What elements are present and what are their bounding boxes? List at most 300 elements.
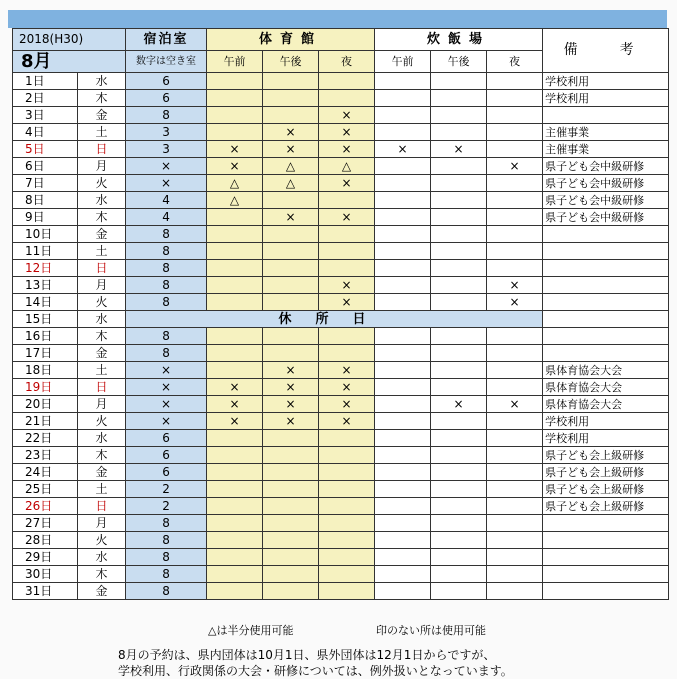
- table-row: [13, 226, 669, 243]
- gym-afternoon-cell: [263, 226, 319, 243]
- table-row: [13, 447, 669, 464]
- cook-afternoon-cell: [431, 447, 487, 464]
- note-cell: 主催事業: [543, 124, 669, 141]
- note-cell: 県子ども会中級研修: [543, 209, 669, 226]
- legend-triangle: △は半分使用可能: [208, 624, 294, 637]
- room-title: 宿泊室: [126, 29, 207, 51]
- notes-title: 備 考: [543, 29, 669, 73]
- cook-night-cell: [487, 175, 543, 192]
- note-cell: 主催事業: [543, 141, 669, 158]
- cook-morning-cell: [375, 413, 431, 430]
- room-availability-cell: 8: [126, 260, 207, 277]
- gym-afternoon-cell: △: [263, 158, 319, 175]
- table-row: [13, 362, 669, 379]
- top-color-bar: [8, 10, 667, 28]
- cook-afternoon-cell: [431, 583, 487, 600]
- day-cell: 30日: [13, 566, 78, 583]
- cook-night-cell: [487, 481, 543, 498]
- cook-afternoon-cell: [431, 226, 487, 243]
- table-row: [13, 311, 669, 328]
- day-cell: 21日: [13, 413, 78, 430]
- gym-morning-cell: [207, 583, 263, 600]
- cook-night-cell: [487, 243, 543, 260]
- room-availability-cell: ×: [126, 362, 207, 379]
- day-cell: 27日: [13, 515, 78, 532]
- day-cell: 25日: [13, 481, 78, 498]
- cook-night-cell: [487, 328, 543, 345]
- gym-morning-cell: [207, 464, 263, 481]
- gym-morning-cell: [207, 277, 263, 294]
- cook-night-cell: [487, 209, 543, 226]
- cook-morning-cell: [375, 549, 431, 566]
- cook-afternoon-cell: [431, 464, 487, 481]
- gym-night-cell: ×: [319, 124, 375, 141]
- gym-night-cell: [319, 447, 375, 464]
- table-row: [13, 192, 669, 209]
- schedule-table: [12, 28, 669, 600]
- month-label: 8月: [13, 51, 126, 73]
- cook-morning-cell: [375, 583, 431, 600]
- gym-night-cell: △: [319, 158, 375, 175]
- day-cell: 6日: [13, 158, 78, 175]
- cook-morning-cell: [375, 192, 431, 209]
- table-row: [13, 396, 669, 413]
- cook-night-cell: [487, 107, 543, 124]
- note-cell: [543, 107, 669, 124]
- table-row: [13, 532, 669, 549]
- cook-afternoon-cell: [431, 379, 487, 396]
- room-availability-cell: 8: [126, 107, 207, 124]
- day-cell: 18日: [13, 362, 78, 379]
- gym-afternoon-cell: [263, 464, 319, 481]
- cook-afternoon-cell: [431, 124, 487, 141]
- gym-night-cell: [319, 549, 375, 566]
- weekday-cell: 木: [78, 447, 126, 464]
- table-row: [13, 260, 669, 277]
- cook-night-cell: [487, 73, 543, 90]
- note-cell: 県子ども会中級研修: [543, 158, 669, 175]
- gym-afternoon-cell: [263, 243, 319, 260]
- gym-afternoon-cell: [263, 192, 319, 209]
- gym-night-cell: [319, 90, 375, 107]
- room-availability-cell: 8: [126, 243, 207, 260]
- table-row: [13, 209, 669, 226]
- table-row: [13, 549, 669, 566]
- note-cell: 県子ども会上級研修: [543, 481, 669, 498]
- gym-afternoon-cell: [263, 583, 319, 600]
- day-cell: 7日: [13, 175, 78, 192]
- year-label: 2018(H30): [13, 29, 126, 51]
- cook-night-cell: [487, 566, 543, 583]
- note-cell: 県体育協会大会: [543, 379, 669, 396]
- cook-night-cell: [487, 90, 543, 107]
- weekday-cell: 月: [78, 515, 126, 532]
- room-availability-cell: 8: [126, 532, 207, 549]
- cook-afternoon-cell: [431, 566, 487, 583]
- gym-morning-cell: [207, 226, 263, 243]
- day-cell: 23日: [13, 447, 78, 464]
- gym-morning-cell: ×: [207, 413, 263, 430]
- room-note: 数字は空き室: [126, 51, 207, 73]
- cook-slot-night: 夜: [487, 51, 543, 73]
- note-cell: [543, 328, 669, 345]
- gym-night-cell: ×: [319, 294, 375, 311]
- cook-afternoon-cell: [431, 158, 487, 175]
- footer-line-2: 学校利用、行政関係の大会・研修については、例外扱いとなっています。: [118, 664, 513, 678]
- table-row: [13, 413, 669, 430]
- cook-morning-cell: [375, 566, 431, 583]
- table-row: [13, 430, 669, 447]
- cook-morning-cell: [375, 447, 431, 464]
- cook-title: 炊飯場: [375, 29, 543, 51]
- weekday-cell: 日: [78, 141, 126, 158]
- gym-night-cell: [319, 566, 375, 583]
- cook-afternoon-cell: [431, 413, 487, 430]
- table-row: [13, 379, 669, 396]
- weekday-cell: 月: [78, 396, 126, 413]
- room-availability-cell: ×: [126, 158, 207, 175]
- cook-afternoon-cell: [431, 73, 487, 90]
- gym-morning-cell: [207, 90, 263, 107]
- gym-morning-cell: [207, 294, 263, 311]
- cook-night-cell: [487, 583, 543, 600]
- note-cell: [543, 566, 669, 583]
- cook-morning-cell: [375, 260, 431, 277]
- room-availability-cell: 6: [126, 464, 207, 481]
- gym-afternoon-cell: ×: [263, 124, 319, 141]
- gym-morning-cell: [207, 549, 263, 566]
- cook-morning-cell: [375, 243, 431, 260]
- table-row: [13, 141, 669, 158]
- weekday-cell: 土: [78, 481, 126, 498]
- cook-morning-cell: [375, 362, 431, 379]
- legend-blank: 印のない所は使用可能: [376, 624, 486, 637]
- day-cell: 19日: [13, 379, 78, 396]
- note-cell: [543, 583, 669, 600]
- table-row: [13, 277, 669, 294]
- room-availability-cell: 6: [126, 447, 207, 464]
- cook-night-cell: [487, 549, 543, 566]
- weekday-cell: 日: [78, 498, 126, 515]
- cook-afternoon-cell: [431, 481, 487, 498]
- table-row: [13, 566, 669, 583]
- gym-morning-cell: [207, 73, 263, 90]
- gym-night-cell: [319, 464, 375, 481]
- weekday-cell: 火: [78, 294, 126, 311]
- cook-afternoon-cell: [431, 277, 487, 294]
- day-cell: 22日: [13, 430, 78, 447]
- footer-line-1: 8月の予約は、県内団体は10月1日、県外団体は12月1日からですが、: [118, 648, 496, 662]
- gym-afternoon-cell: [263, 345, 319, 362]
- gym-afternoon-cell: [263, 90, 319, 107]
- weekday-cell: 水: [78, 549, 126, 566]
- note-cell: [543, 532, 669, 549]
- note-cell: [543, 277, 669, 294]
- gym-night-cell: [319, 498, 375, 515]
- gym-night-cell: [319, 192, 375, 209]
- table-row: [13, 328, 669, 345]
- room-availability-cell: ×: [126, 379, 207, 396]
- day-cell: 16日: [13, 328, 78, 345]
- gym-afternoon-cell: [263, 498, 319, 515]
- cook-morning-cell: [375, 107, 431, 124]
- gym-afternoon-cell: [263, 481, 319, 498]
- schedule-body: [13, 73, 669, 600]
- gym-night-cell: ×: [319, 277, 375, 294]
- weekday-cell: 月: [78, 277, 126, 294]
- day-cell: 5日: [13, 141, 78, 158]
- table-row: [13, 345, 669, 362]
- cook-morning-cell: [375, 209, 431, 226]
- cook-morning-cell: [375, 226, 431, 243]
- table-row: [13, 175, 669, 192]
- weekday-cell: 土: [78, 124, 126, 141]
- gym-night-cell: [319, 243, 375, 260]
- gym-afternoon-cell: [263, 566, 319, 583]
- gym-morning-cell: [207, 447, 263, 464]
- room-availability-cell: 8: [126, 277, 207, 294]
- note-cell: 県子ども会上級研修: [543, 498, 669, 515]
- weekday-cell: 金: [78, 583, 126, 600]
- gym-afternoon-cell: [263, 532, 319, 549]
- note-cell: [543, 294, 669, 311]
- room-availability-cell: 8: [126, 515, 207, 532]
- cook-night-cell: ×: [487, 396, 543, 413]
- gym-morning-cell: [207, 243, 263, 260]
- cook-night-cell: [487, 192, 543, 209]
- cook-night-cell: [487, 413, 543, 430]
- gym-morning-cell: ×: [207, 379, 263, 396]
- gym-morning-cell: ×: [207, 141, 263, 158]
- note-cell: [543, 549, 669, 566]
- room-availability-cell: 8: [126, 226, 207, 243]
- cook-afternoon-cell: [431, 515, 487, 532]
- weekday-cell: 土: [78, 362, 126, 379]
- day-cell: 2日: [13, 90, 78, 107]
- room-availability-cell: 2: [126, 481, 207, 498]
- room-availability-cell: 8: [126, 294, 207, 311]
- cook-night-cell: [487, 226, 543, 243]
- weekday-cell: 火: [78, 532, 126, 549]
- room-availability-cell: 3: [126, 124, 207, 141]
- gym-afternoon-cell: △: [263, 175, 319, 192]
- cook-morning-cell: [375, 396, 431, 413]
- note-cell: 県体育協会大会: [543, 362, 669, 379]
- gym-night-cell: ×: [319, 209, 375, 226]
- gym-afternoon-cell: ×: [263, 141, 319, 158]
- weekday-cell: 水: [78, 192, 126, 209]
- cook-morning-cell: [375, 532, 431, 549]
- cook-night-cell: ×: [487, 158, 543, 175]
- day-cell: 26日: [13, 498, 78, 515]
- table-row: [13, 124, 669, 141]
- room-availability-cell: 4: [126, 209, 207, 226]
- gym-morning-cell: [207, 481, 263, 498]
- gym-morning-cell: [207, 532, 263, 549]
- day-cell: 15日: [13, 311, 78, 328]
- table-row: [13, 498, 669, 515]
- gym-afternoon-cell: [263, 328, 319, 345]
- gym-afternoon-cell: ×: [263, 413, 319, 430]
- cook-afternoon-cell: [431, 345, 487, 362]
- room-availability-cell: ×: [126, 413, 207, 430]
- gym-night-cell: ×: [319, 413, 375, 430]
- day-cell: 8日: [13, 192, 78, 209]
- gym-morning-cell: △: [207, 192, 263, 209]
- cook-night-cell: [487, 260, 543, 277]
- cook-afternoon-cell: ×: [431, 141, 487, 158]
- gym-afternoon-cell: [263, 107, 319, 124]
- room-availability-cell: 6: [126, 430, 207, 447]
- cook-afternoon-cell: [431, 430, 487, 447]
- room-availability-cell: ×: [126, 396, 207, 413]
- weekday-cell: 水: [78, 73, 126, 90]
- gym-afternoon-cell: [263, 549, 319, 566]
- cook-night-cell: [487, 464, 543, 481]
- gym-morning-cell: [207, 260, 263, 277]
- note-cell: [543, 243, 669, 260]
- table-row: [13, 158, 669, 175]
- cook-afternoon-cell: [431, 209, 487, 226]
- note-cell: 県子ども会中級研修: [543, 192, 669, 209]
- cook-afternoon-cell: [431, 260, 487, 277]
- cook-morning-cell: [375, 124, 431, 141]
- gym-slot-afternoon: 午後: [263, 51, 319, 73]
- gym-slot-night: 夜: [319, 51, 375, 73]
- room-availability-cell: 3: [126, 141, 207, 158]
- cook-morning-cell: [375, 481, 431, 498]
- weekday-cell: 日: [78, 260, 126, 277]
- gym-morning-cell: [207, 107, 263, 124]
- gym-morning-cell: [207, 124, 263, 141]
- cook-night-cell: [487, 498, 543, 515]
- day-cell: 3日: [13, 107, 78, 124]
- cook-morning-cell: [375, 379, 431, 396]
- cook-afternoon-cell: [431, 175, 487, 192]
- day-cell: 13日: [13, 277, 78, 294]
- weekday-cell: 木: [78, 209, 126, 226]
- gym-morning-cell: ×: [207, 396, 263, 413]
- gym-night-cell: [319, 583, 375, 600]
- gym-night-cell: ×: [319, 141, 375, 158]
- gym-morning-cell: [207, 515, 263, 532]
- cook-morning-cell: ×: [375, 141, 431, 158]
- note-cell: 学校利用: [543, 413, 669, 430]
- gym-slot-morning: 午前: [207, 51, 263, 73]
- room-availability-cell: 4: [126, 192, 207, 209]
- day-cell: 14日: [13, 294, 78, 311]
- gym-morning-cell: [207, 362, 263, 379]
- cook-morning-cell: [375, 464, 431, 481]
- table-row: [13, 294, 669, 311]
- gym-afternoon-cell: ×: [263, 379, 319, 396]
- gym-afternoon-cell: [263, 430, 319, 447]
- day-cell: 12日: [13, 260, 78, 277]
- note-cell: [543, 515, 669, 532]
- note-cell: 学校利用: [543, 73, 669, 90]
- gym-morning-cell: ×: [207, 158, 263, 175]
- day-cell: 20日: [13, 396, 78, 413]
- cook-morning-cell: [375, 294, 431, 311]
- gym-night-cell: ×: [319, 362, 375, 379]
- room-availability-cell: 8: [126, 583, 207, 600]
- cook-morning-cell: [375, 158, 431, 175]
- weekday-cell: 水: [78, 311, 126, 328]
- cook-night-cell: [487, 515, 543, 532]
- table-row: [13, 90, 669, 107]
- gym-morning-cell: [207, 345, 263, 362]
- room-availability-cell: ×: [126, 175, 207, 192]
- cook-night-cell: ×: [487, 294, 543, 311]
- room-availability-cell: 2: [126, 498, 207, 515]
- gym-afternoon-cell: [263, 447, 319, 464]
- cook-night-cell: [487, 430, 543, 447]
- gym-title: 体育館: [207, 29, 375, 51]
- cook-morning-cell: [375, 345, 431, 362]
- cook-afternoon-cell: [431, 294, 487, 311]
- cook-afternoon-cell: ×: [431, 396, 487, 413]
- gym-night-cell: [319, 532, 375, 549]
- gym-afternoon-cell: ×: [263, 362, 319, 379]
- gym-morning-cell: [207, 498, 263, 515]
- note-cell: 県子ども会上級研修: [543, 447, 669, 464]
- cook-morning-cell: [375, 328, 431, 345]
- cook-morning-cell: [375, 515, 431, 532]
- cook-afternoon-cell: [431, 498, 487, 515]
- gym-night-cell: [319, 226, 375, 243]
- note-cell: [543, 226, 669, 243]
- gym-night-cell: [319, 260, 375, 277]
- day-cell: 28日: [13, 532, 78, 549]
- cook-afternoon-cell: [431, 243, 487, 260]
- gym-morning-cell: [207, 566, 263, 583]
- gym-night-cell: ×: [319, 396, 375, 413]
- note-cell: [543, 260, 669, 277]
- cook-afternoon-cell: [431, 362, 487, 379]
- table-row: [13, 583, 669, 600]
- cook-morning-cell: [375, 430, 431, 447]
- cook-night-cell: ×: [487, 277, 543, 294]
- gym-afternoon-cell: [263, 73, 319, 90]
- cook-night-cell: [487, 362, 543, 379]
- gym-night-cell: ×: [319, 175, 375, 192]
- cook-night-cell: [487, 447, 543, 464]
- day-cell: 1日: [13, 73, 78, 90]
- weekday-cell: 木: [78, 90, 126, 107]
- room-availability-cell: 6: [126, 90, 207, 107]
- cook-morning-cell: [375, 90, 431, 107]
- weekday-cell: 土: [78, 243, 126, 260]
- weekday-cell: 金: [78, 107, 126, 124]
- gym-afternoon-cell: [263, 294, 319, 311]
- gym-afternoon-cell: [263, 277, 319, 294]
- cook-afternoon-cell: [431, 549, 487, 566]
- weekday-cell: 水: [78, 430, 126, 447]
- day-cell: 29日: [13, 549, 78, 566]
- note-cell: 学校利用: [543, 90, 669, 107]
- weekday-cell: 金: [78, 464, 126, 481]
- gym-afternoon-cell: [263, 515, 319, 532]
- room-availability-cell: 6: [126, 73, 207, 90]
- gym-morning-cell: [207, 430, 263, 447]
- cook-morning-cell: [375, 73, 431, 90]
- gym-night-cell: [319, 328, 375, 345]
- cook-night-cell: [487, 141, 543, 158]
- table-row: [13, 73, 669, 90]
- gym-night-cell: ×: [319, 107, 375, 124]
- table-row: [13, 515, 669, 532]
- room-availability-cell: 8: [126, 345, 207, 362]
